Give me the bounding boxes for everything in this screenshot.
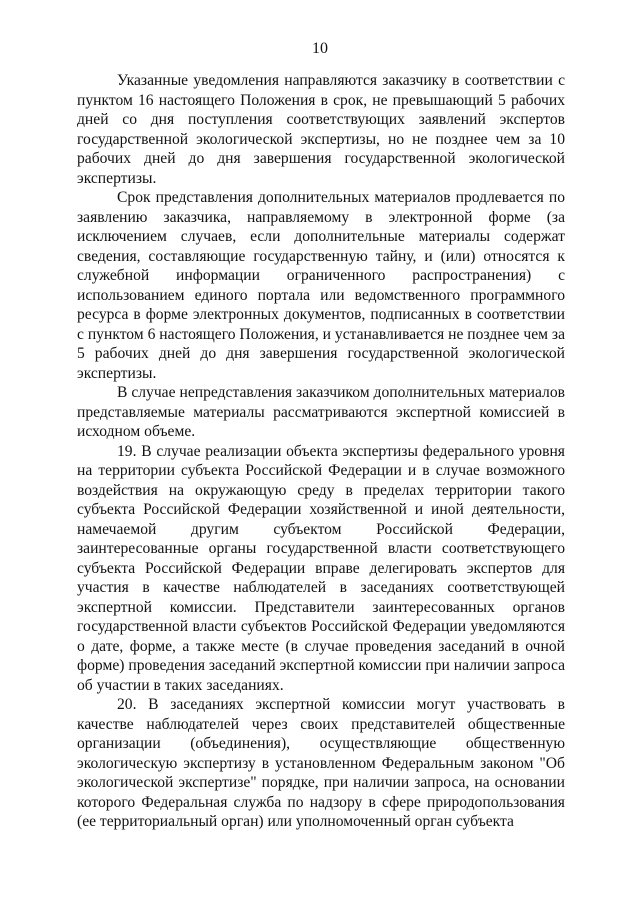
page-number: 10 bbox=[312, 40, 328, 57]
document-body bbox=[77, 71, 565, 832]
paragraph-non-submission: В случае непредставления заказчиком дополнительных материалов представляемые материалы рассматриваются экспертной комиссией в исходном объеме. bbox=[77, 384, 565, 440]
paragraph-extension-deadline: Срок представления дополнительных материалов продлевается по заявлению заказчика, направляемому в электронной форме (за исключением случаев, если дополнительные материалы содержат сведения, составляющие государственную тайну, и (или) относятся к служебной информации ограниченного распространения) с использованием единого портала или ведомственного программного ресурса в форме электронных документов, подписанных в соответствии с пунктом 6 настоящего Положения, и устанавливается не позднее чем за 5 рабочих дней до дня завершения государственной экологической экспертизы. bbox=[77, 189, 565, 382]
paragraph-clause-20: 20. В заседаниях экспертной комиссии могут участвовать в качестве наблюдателей через своих представителей общественные организации (объединения), осуществляющие общественную экологическую экспертизу в установленном Федеральным законом "Об экологической экспертизе" порядке, при наличии запроса, на основании которого Федеральная служба по надзору в сфере природопользования (ее территориальный орган) или уполномоченный орган субъекта bbox=[77, 696, 565, 830]
paragraph-clause-19: 19. В случае реализации объекта экспертизы федерального уровня на территории субъекта Российской Федерации и в случае возможного воздействия на окружающую среду в пределах территории такого субъекта Российской Федерации хозяйственной и иной деятельности, намечаемой другим субъектом Российской Федерации, заинтересованные органы государственной власти соответствующего субъекта Российской Федерации вправе делегировать экспертов для участия в качестве наблюдателей в заседаниях соответствующей экспертной комиссии. Представители заинтересованных органов государственной власти субъектов Российской Федерации уведомляются о дате, форме, а также месте (в случае проведения заседаний в очной форме) проведения заседаний экспертной комиссии при наличии запроса об участии в таких заседаниях. bbox=[77, 442, 565, 694]
paragraph-notifications: Указанные уведомления направляются заказчику в соответствии с пунктом 16 настоящего Положения в срок, не превышающий 5 рабочих дней со дня поступления соответствующих заявлений экспертов государственной экологической экспертизы, но не позднее чем за 10 рабочих дней до дня завершения государственной экологической экспертизы. bbox=[77, 72, 565, 187]
